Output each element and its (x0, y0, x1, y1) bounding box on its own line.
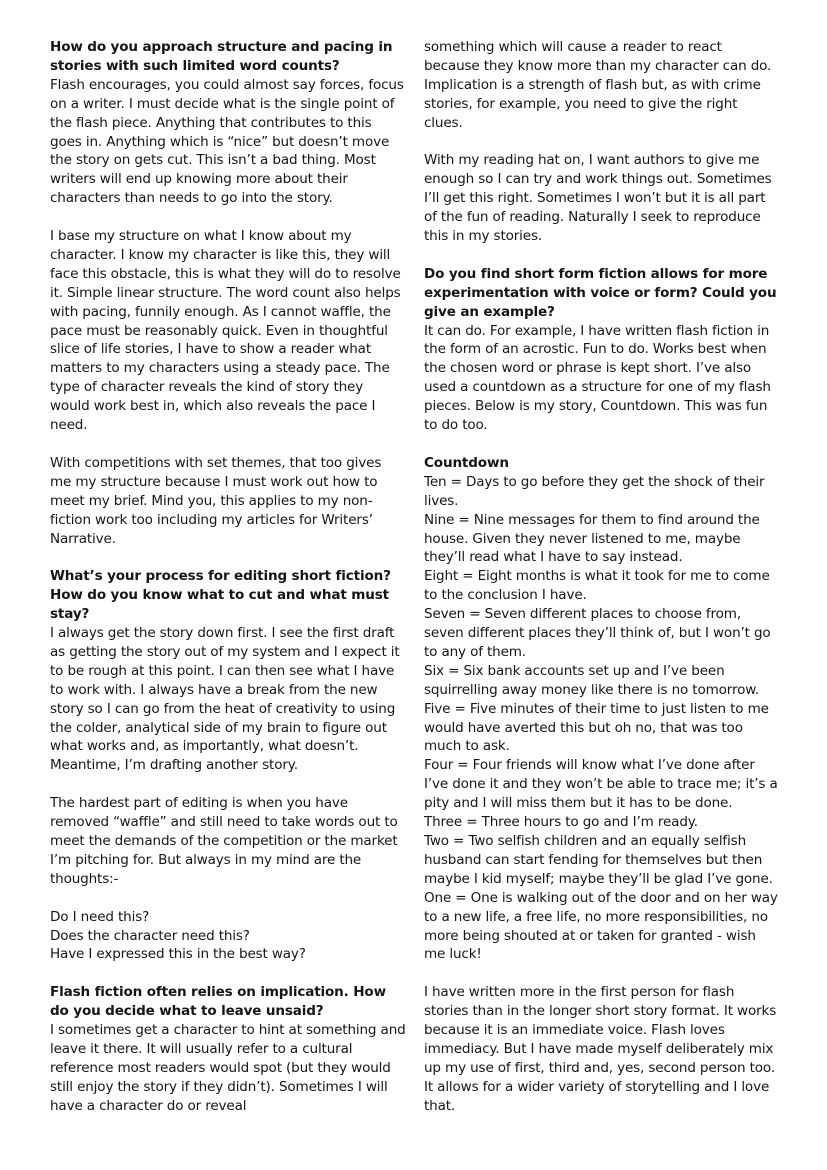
question-experimentation: Do you find short form fiction allows for more experimentation with voice or form? Could you give an example? (424, 265, 777, 320)
question-implication: Flash fiction often relies on implication. How do you decide what to leave unsaid? (50, 984, 386, 1020)
thought-item: Does the character need this? (50, 927, 250, 944)
story-line: Seven = Seven different places to choose from, seven different places they’ll think of, but I won’t go to any of them. (424, 606, 771, 660)
story-line: Eight = Eight months is what it took for me to come to the conclusion I have. (424, 568, 770, 604)
answer-paragraph: With my reading hat on, I want authors to give me enough so I can try and work things out. Sometimes I’ll get this right. Sometimes I won’t but it is all part of the fun of reading. Naturally I seek to reproduce this in my stories. (424, 152, 772, 245)
answer-paragraph: I base my structure on what I know about my character. I know my character is like this, they will face this obstacle, this is what they will do to resolve it. Simple linear structure. The word count also helps with pacing, funnily enough. As I cannot waffle, the pace must be reasonably quick. Even in thoughtful slice of life stories, I have to show a reader what matters to my characters using a steady pace. The type of character reveals the kind of story they would work best in, which also reveals the pace I need. (50, 228, 401, 434)
answer-paragraph: Flash encourages, you could almost say forces, focus on a writer. I must decide what is the single point of the flash piece. Anything that contributes to this goes in. Anything which is “nice” but doesn’t move the story on gets cut. This isn’t a bad thing. Most writers will end up knowing more about their characters than needs to go into the story. (50, 76, 404, 207)
answer-paragraph: I always get the story down first. I see the first draft as getting the story out of my system and I expect it to be rough at this point. I can then see what I have to work with. I always have a break from the new story so I can go from the heat of creativity to using the colder, analytical side of my brain to figure out what works and, as importantly, what doesn’t. Meantime, I’m drafting another story. (50, 625, 400, 774)
answer-paragraph: I have written more in the first person for flash stories than in the longer short story format. It works because it is an immediate voice. Flash loves immediacy. But I have made myself deliberately mix up my use of first, third and, yes, second person too. It allows for a wider variety of storytelling and I love that. (424, 984, 777, 1114)
answer-paragraph: The hardest part of editing is when you have removed “waffle” and still need to take words out to meet the demands of the competition or the market I’m pitching for. But always in my mind are the thoughts:- (50, 795, 398, 887)
story-line: Six = Six bank accounts set up and I’ve been squirrelling away money like there is no tomorrow. (424, 662, 760, 698)
right-column (424, 38, 780, 1116)
story-line: Ten = Days to go before they get the shock of their lives. (424, 473, 765, 509)
story-line: Three = Three hours to go and I’m ready. (424, 814, 698, 831)
story-line: Four = Four friends will know what I’ve done after I’ve done it and they won’t be able to trace me; it’s a pity and I will miss them but it has to be done. (424, 757, 778, 812)
story-line: Two = Two selfish children and an equally selfish husband can start fending for themselves but then maybe I kid myself; maybe they’ll be glad I’ve gone. (424, 833, 773, 887)
answer-paragraph: I sometimes get a character to hint at something and leave it there. It will usually refer to a cultural reference most readers would spot (but they would still enjoy the story if they didn’t). Sometimes I will have a character do or reveal (50, 1022, 406, 1114)
story-line: Five = Five minutes of their time to just listen to me would have averted this but oh no, that was too much to ask. (424, 700, 769, 755)
thought-item: Do I need this? (50, 908, 150, 925)
story-line: Nine = Nine messages for them to find around the house. Given they never listened to me, maybe they’ll read what I have to say instead. (424, 511, 760, 566)
story-body (424, 473, 780, 965)
thoughts-list (50, 908, 406, 965)
thought-item: Have I expressed this in the best way? (50, 946, 306, 963)
answer-paragraph: something which will cause a reader to react because they know more than my character can do. Implication is a strength of flash but, as with crime stories, for example, you need to give the right clues. (424, 39, 772, 131)
question-structure-pacing: How do you approach structure and pacing in stories with such limited word counts? (50, 39, 393, 74)
story-title: Countdown (424, 454, 509, 471)
answer-paragraph: It can do. For example, I have written flash fiction in the form of an acrostic. Fun to do. Works best when the chosen word or phrase is kept short. I’ve also used a countdown as a structure for one of my flash pieces. Below is my story, Countdown. This was fun to do too. (424, 322, 771, 434)
question-editing: What’s your process for editing short fiction? How do you know what to cut and what must stay? (50, 568, 391, 623)
story-line: One = One is walking out of the door and on her way to a new life, a free life, no more responsibilities, no more being shouted at or taken for granted - wish me luck! (424, 889, 778, 963)
left-column (50, 38, 406, 1116)
answer-paragraph: With competitions with set themes, that too gives me my structure because I must work out how to meet my brief. Mind you, this applies to my non-fiction work too including my articles for Writers’ Narrative. (50, 454, 382, 547)
